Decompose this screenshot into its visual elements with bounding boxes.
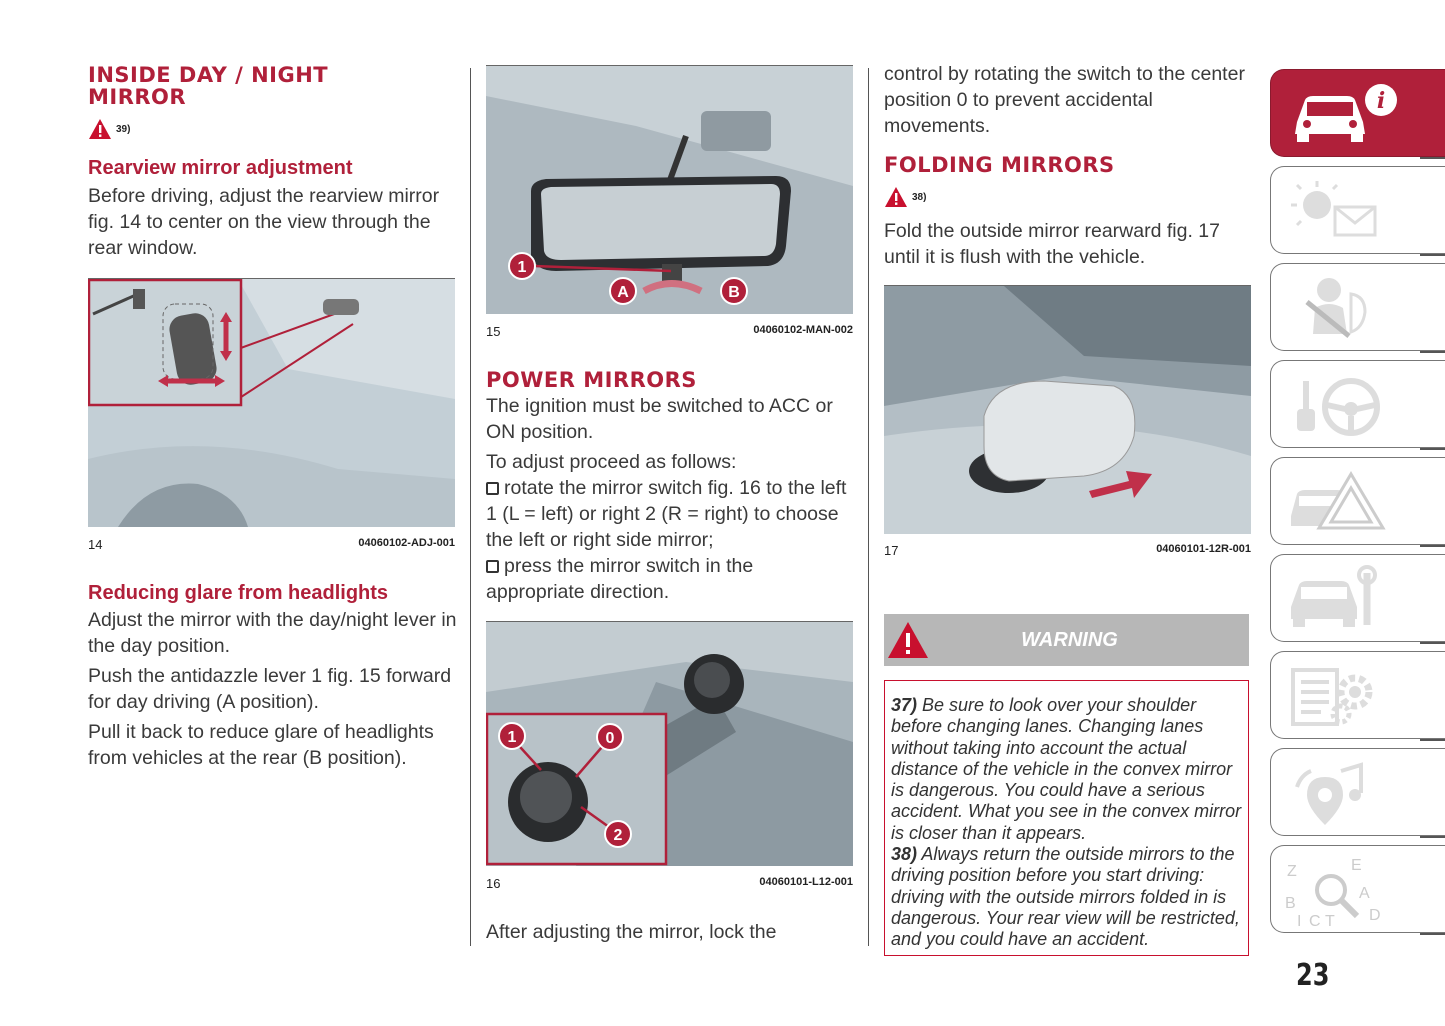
- car-emergency-warning-icon: [1285, 466, 1405, 538]
- alphabetical-index-icon: [1285, 854, 1405, 926]
- fig15-label-b: B: [728, 284, 740, 301]
- multimedia-music-icon: [1285, 757, 1405, 829]
- column-2-text: [486, 369, 856, 605]
- rearview-mirror-diagram: [88, 279, 455, 527]
- folding-mirror-diagram: [884, 286, 1251, 534]
- fig16-label-1: 1: [507, 729, 517, 746]
- list-item: [486, 553, 856, 605]
- paragraph-rearview-adjustment: Before driving, adjust the rearview mirror fig. 14 to center on the view through the rear window.: [88, 185, 440, 259]
- warning-triangle-icon: [884, 186, 908, 208]
- section-title-inside-mirror: [88, 64, 456, 108]
- title-line-1: INSIDE DAY / NIGHT: [88, 63, 329, 87]
- svg-text:Z: Z: [1287, 863, 1297, 880]
- paragraph-day-night-lever: Adjust the mirror with the day/night lever in the day position.: [88, 609, 457, 657]
- warning-item-37: [891, 695, 1242, 844]
- figure-number: 15: [486, 324, 501, 339]
- tab-divider: [1420, 739, 1445, 741]
- tab-divider: [1420, 642, 1445, 644]
- figure-17-caption: [884, 543, 1251, 558]
- paragraph-pull-lever: Pull it back to reduce glare of headlights from vehicles at the rear (B position).: [88, 721, 434, 769]
- tab-dashboard[interactable]: [1270, 166, 1445, 254]
- svg-text:T: T: [1325, 913, 1335, 926]
- column-3-text: [884, 61, 1254, 270]
- tab-getting-to-know-car[interactable]: [1270, 69, 1445, 157]
- tab-maintenance[interactable]: [1270, 554, 1445, 642]
- fig15-label-1: 1: [517, 259, 527, 276]
- svg-text:I: I: [1297, 913, 1302, 926]
- title-line-2: MIRROR: [88, 85, 187, 109]
- figure-code: 04060101-L12-001: [759, 876, 853, 888]
- warning-text: Always return the outside mirrors to the driving position before you start driving: driving with the outside mirrors folded in is dangerous. Your rear view will be restricted, and you could have an accident.: [891, 844, 1240, 950]
- svg-text:i: i: [1376, 88, 1386, 114]
- svg-text:C: C: [1309, 913, 1321, 926]
- tab-safety[interactable]: [1270, 263, 1445, 351]
- warning-item-38: [891, 844, 1242, 950]
- paragraph-fold-mirror: Fold the outside mirror rearward fig. 17 until it is flush with the vehicle.: [884, 220, 1220, 268]
- safety-person-airbag-icon: [1285, 272, 1405, 344]
- tab-divider: [1420, 448, 1445, 450]
- warning-triangle-icon: [88, 118, 112, 140]
- svg-text:D: D: [1369, 907, 1381, 924]
- figure-code: 04060101-12R-001: [1156, 543, 1251, 555]
- tab-starting-driving[interactable]: [1270, 360, 1445, 448]
- warning-text: Be sure to look over your shoulder before changing lanes. Changing lanes without taking into account the actual distance of the vehicle in the convex mirror is dangerous. You could have a serious accident. What you see in the convex mirror is closer than it appears.: [891, 695, 1242, 843]
- warning-header: [884, 614, 1249, 666]
- figure-16-caption: [486, 876, 853, 891]
- warning-number: 38): [891, 844, 918, 865]
- fig16-label-2: 2: [613, 827, 623, 844]
- paragraph-lock-control: After adjusting the mirror, lock the: [486, 921, 777, 943]
- antidazzle-lever-diagram: [486, 66, 853, 314]
- tab-divider: [1420, 254, 1445, 256]
- car-maintenance-wrench-icon: [1285, 563, 1405, 635]
- warning-ref-number: 39): [116, 123, 131, 135]
- list-item-text: rotate the mirror switch fig. 16 to the left 1 (L = left) or right 2 (R = right) to choose the left or right side mirror;: [486, 477, 847, 551]
- figure-code: 04060102-ADJ-001: [358, 537, 455, 549]
- tab-divider: [1420, 351, 1445, 353]
- warning-box: [884, 680, 1249, 956]
- car-info-icon: [1285, 78, 1405, 150]
- paragraph-push-lever: Push the antidazzle lever 1 fig. 15 forward for day driving (A position).: [88, 665, 452, 713]
- list-item: [486, 475, 856, 553]
- svg-text:A: A: [1359, 885, 1370, 902]
- paragraph-ignition: The ignition must be switched to ACC or ON position.: [486, 395, 833, 443]
- page-number: 23: [1296, 958, 1330, 993]
- figure-14-image: [88, 278, 455, 527]
- tab-emergency[interactable]: [1270, 457, 1445, 545]
- technical-data-gear-icon: [1285, 660, 1405, 732]
- section-title-folding-mirrors: FOLDING MIRRORS: [884, 153, 1115, 177]
- figure-14-caption: [88, 537, 455, 552]
- figure-code: 04060102-MAN-002: [753, 324, 853, 336]
- warning-title: WARNING: [1021, 628, 1118, 651]
- dashboard-lights-messages-icon: [1285, 175, 1405, 247]
- subheading-reducing-glare: Reducing glare from headlights: [88, 582, 389, 604]
- tab-divider: [1420, 545, 1445, 547]
- figure-15-caption: [486, 324, 853, 339]
- column-divider-1: [470, 68, 471, 946]
- warning-triangle-icon: [886, 620, 930, 660]
- warning-reference[interactable]: [884, 186, 1254, 208]
- figure-number: 17: [884, 543, 899, 558]
- paragraph-center-position: control by rotating the switch to the center position 0 to prevent accidental movements.: [884, 63, 1245, 137]
- key-steering-wheel-icon: [1285, 369, 1405, 441]
- tab-multimedia[interactable]: [1270, 748, 1445, 836]
- paragraph-adjust-intro: To adjust proceed as follows:: [486, 451, 737, 473]
- tab-divider: [1420, 933, 1445, 935]
- figure-17-image: [884, 285, 1251, 534]
- column-divider-2: [868, 68, 869, 946]
- figure-number: 16: [486, 876, 501, 891]
- warning-number: 37): [891, 695, 918, 715]
- section-title-power-mirrors: POWER MIRRORS: [486, 368, 697, 392]
- column-1-lower: [88, 581, 460, 771]
- tab-divider: [1420, 157, 1445, 159]
- fig15-label-a: A: [617, 284, 629, 301]
- tab-index[interactable]: [1270, 845, 1445, 933]
- warning-reference[interactable]: [88, 118, 456, 140]
- subheading-rearview-adjustment: Rearview mirror adjustment: [88, 157, 353, 179]
- figure-15-image: [486, 65, 853, 314]
- warning-ref-number: 38): [912, 191, 927, 203]
- svg-text:B: B: [1285, 895, 1296, 912]
- column-1: [88, 64, 456, 261]
- fig16-label-0: 0: [605, 730, 615, 747]
- svg-text:E: E: [1351, 857, 1362, 874]
- bullet-icon: [486, 560, 499, 573]
- bullet-icon: [486, 482, 499, 495]
- tab-divider: [1420, 836, 1445, 838]
- figure-number: 14: [88, 537, 103, 552]
- tab-technical-data[interactable]: [1270, 651, 1445, 739]
- mirror-switch-diagram: [486, 622, 853, 866]
- figure-16-image: [486, 621, 853, 866]
- list-item-text: press the mirror switch in the appropriate direction.: [486, 555, 754, 603]
